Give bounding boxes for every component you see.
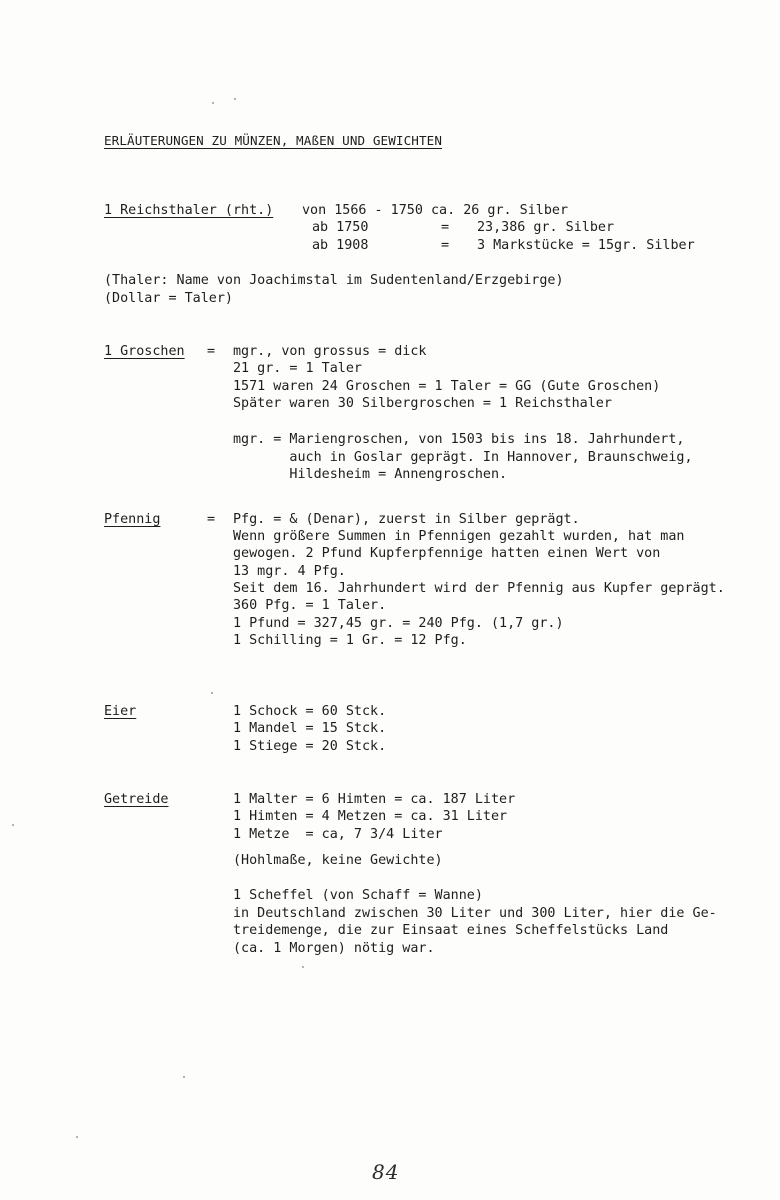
pfennig-line: Pfg. = & (Denar), zuerst in Silber geprägt. [233, 512, 580, 527]
groschen-line: 1571 waren 24 Groschen = 1 Taler = GG (Gute Groschen) [233, 379, 661, 394]
groschen-line: Später waren 30 Silbergroschen = 1 Reichsthaler [233, 396, 612, 411]
getreide-line: 1 Himten = 4 Metzen = ca. 31 Liter [233, 809, 508, 824]
reichsthaler-row-3-eq: = [441, 238, 450, 253]
scan-speck [302, 966, 304, 968]
pfennig-label: Pfennig [104, 512, 161, 527]
mariengroschen-line: auch in Goslar geprägt. In Hannover, Braunschweig, [233, 450, 693, 465]
pfennig-line: 360 Pfg. = 1 Taler. [233, 598, 387, 613]
getreide-label: Getreide [104, 792, 169, 807]
reichsthaler-row-3-right: 3 Markstücke = 15gr. Silber [477, 238, 695, 253]
getreide-line: 1 Malter = 6 Himten = ca. 187 Liter [233, 792, 516, 807]
getreide-line: 1 Metze = ca, 7 3/4 Liter [233, 827, 443, 842]
scan-speck [234, 98, 236, 100]
mariengroschen-line: Hildesheim = Annengroschen. [233, 467, 508, 482]
scan-speck [211, 692, 213, 694]
eier-line: 1 Schock = 60 Stck. [233, 704, 387, 719]
pfennig-line: Wenn größere Summen in Pfennigen gezahlt wurden, hat man [233, 529, 685, 544]
pfennig-equals: = [207, 512, 216, 527]
groschen-line: mgr., von grossus = dick [233, 344, 427, 359]
scan-speck [183, 1076, 185, 1078]
reichsthaler-label: 1 Reichsthaler (rht.) [104, 203, 274, 218]
scan-speck [12, 824, 14, 826]
thaler-note: (Thaler: Name von Joachimstal im Sudentenland/Erzgebirge) [104, 273, 564, 288]
eier-line: 1 Mandel = 15 Stck. [233, 721, 387, 736]
mariengroschen-line: mgr. = Mariengroschen, von 1503 bis ins 18. Jahrhundert, [233, 432, 685, 447]
page-number: 84 [372, 1160, 400, 1184]
pfennig-line: gewogen. 2 Pfund Kupferpfennige hatten einen Wert von [233, 546, 661, 561]
reichsthaler-row-1: von 1566 - 1750 ca. 26 gr. Silber [302, 203, 569, 218]
scheffel-line: 1 Scheffel (von Schaff = Wanne) [233, 888, 483, 903]
reichsthaler-row-3-left: ab 1908 [312, 238, 369, 253]
hohlmasse-note: (Hohlmaße, keine Gewichte) [233, 853, 443, 868]
dollar-note: (Dollar = Taler) [104, 291, 233, 306]
eier-line: 1 Stiege = 20 Stck. [233, 739, 387, 754]
pfennig-line: 13 mgr. 4 Pfg. [233, 564, 346, 579]
page-title: ERLÄUTERUNGEN ZU MÜNZEN, MAßEN UND GEWICHTEN [104, 133, 443, 148]
reichsthaler-row-2-right: 23,386 gr. Silber [477, 220, 615, 235]
scan-speck [212, 102, 214, 104]
pfennig-line: Seit dem 16. Jahrhundert wird der Pfennig aus Kupfer geprägt. [233, 581, 725, 596]
reichsthaler-row-2-eq: = [441, 220, 450, 235]
pfennig-line: 1 Pfund = 327,45 gr. = 240 Pfg. (1,7 gr.) [233, 616, 564, 631]
groschen-line: 21 gr. = 1 Taler [233, 361, 362, 376]
eier-label: Eier [104, 704, 137, 719]
scan-speck [76, 1136, 78, 1138]
pfennig-line: 1 Schilling = 1 Gr. = 12 Pfg. [233, 633, 467, 648]
groschen-equals: = [207, 344, 216, 359]
scheffel-line: (ca. 1 Morgen) nötig war. [233, 941, 435, 956]
groschen-label: 1 Groschen [104, 344, 185, 359]
scheffel-line: in Deutschland zwischen 30 Liter und 300 Liter, hier die Ge- [233, 906, 717, 921]
reichsthaler-row-2-left: ab 1750 [312, 220, 369, 235]
scheffel-line: treidemenge, die zur Einsaat eines Scheffelstücks Land [233, 923, 669, 938]
